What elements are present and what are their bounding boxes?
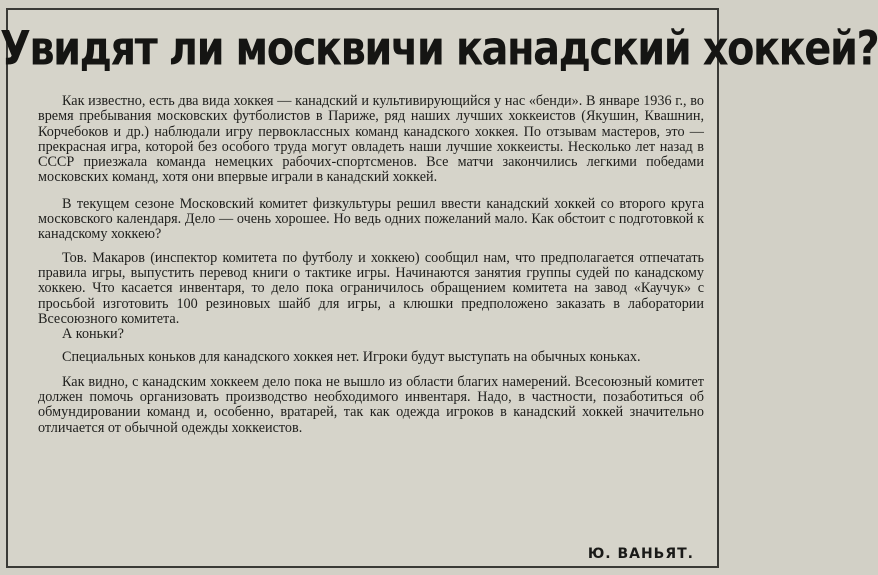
paragraph-4: А коньки?	[62, 326, 124, 343]
paragraph-2: В текущем сезоне Московский комитет физкультуры решил ввести канадский хоккей со второго круга московского календаря. Дело — очень хорошее. Но ведь одних пожеланий мало. Как обстоит с подготовкой к канадскому хоккею?	[38, 195, 704, 243]
headline: Увидят ли москвичи канадский хоккей?	[0, 22, 878, 77]
paragraph-5: Специальных коньков для канадского хоккея нет. Игроки будут выступать на обычных коньках.	[62, 349, 641, 366]
author-signature: Ю. ВАНЬЯТ.	[587, 546, 694, 562]
article-body	[38, 94, 704, 436]
paragraph-1: Как известно, есть два вида хоккея — канадский и культивирующийся у нас «бенди». В январе 1936 г., во время пребывания московских футболистов в Париже, ряд наших лучших хоккеистов (Якушин, Квашнин, Корчебоков и др.) наблюдали игру первоклассных команд канадского хоккея. По отзывам мастеров, это — прекрасная игра, которой без особого труда могут овладеть наши лучшие хоккеисты. Несколько лет назад в СССР приезжала команда немецких рабочих-спортсменов. Все матчи закончились легкими победами московских команд, хотя они впервые играли в канадский хоккей.	[38, 93, 704, 186]
paragraph-6: Как видно, с канадским хоккеем дело пока не вышло из области благих намерений. Всесоюзный комитет должен помочь организовать производство необходимого инвентаря. Надо, в частности, позаботиться об обмундировании команд и, особенно, вратарей, так как одежда игроков в канадский хоккей значительно отличается от обычной одежды хоккеистов.	[38, 373, 704, 436]
paragraph-3: Тов. Макаров (инспектор комитета по футболу и хоккею) сообщил нам, что предполагается отпечатать правила игры, выпустить перевод книги о тактике игры. Начинаются занятия группы судей по канадскому хоккею. Что касается инвентаря, то дело пока ограничилось обращением комитета на завод «Каучук» с просьбой изготовить 100 резиновых шайб для игры, а клюшки предположено заказать в лаборатории Всесоюзного комитета.	[38, 249, 704, 327]
